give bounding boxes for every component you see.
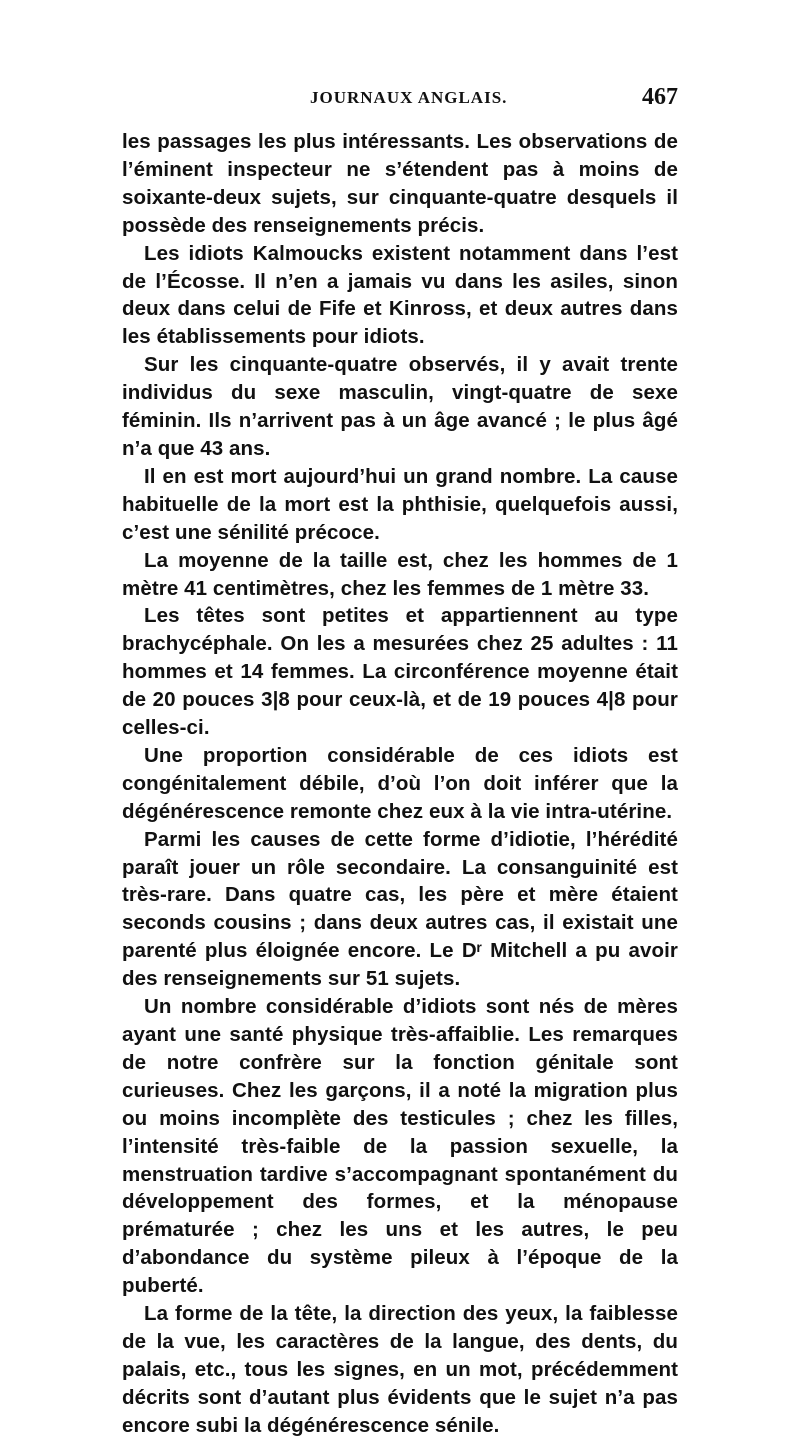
paragraph: La moyenne de la taille est, chez les hommes de 1 mètre 41 centimètres, chez les femmes de 1 mètre 33.: [122, 548, 678, 600]
paragraph: La forme de la tête, la direction des yeux, la faiblesse de la vue, les caractères de la langue, des dents, du palais, etc., tous les signes, en un mot, précédemment décrits sont d’autant plus évidents que le sujet n’a pas encore subi la dégénérescence sénile.: [122, 1302, 678, 1437]
paragraph: Les têtes sont petites et appartiennent au type brachycéphale. On les a mesurées chez 25 adultes : 11 hommes et 14 femmes. La circonférence moyenne était de 20 pouces 3|8 pour ceux-là, et de 19 pouces 4|8 pour celles-ci.: [122, 604, 678, 740]
paragraph: Sur les cinquante-quatre observés, il y avait trente individus du sexe masculin, vingt-quatre de sexe féminin. Ils n’arrivent pas à un âge avancé ; le plus âgé n’a que 43 ans.: [122, 353, 678, 460]
paragraph: Un nombre considérable d’idiots sont nés de mères ayant une santé physique très-affaiblie. Les remarques de notre confrère sur la fonction génitale sont curieuses. Chez les garçons, il a noté la migration plus ou moins incomplète des testicules ; chez les filles, l’intensité très-faible de la passion sexuelle, la menstruation tardive s’accompagnant spontanément du développement des formes, et la ménopause prématurée ; chez les uns et les autres, le peu d’abondance du système pileux à l’époque de la puberté.: [122, 995, 678, 1298]
paragraph: Les idiots Kalmoucks existent notamment dans l’est de l’Écosse. Il n’en a jamais vu dans les asiles, sinon deux dans celui de Fife et Kinross, et deux autres dans les établissements pour idiots.: [122, 241, 678, 349]
paragraph: Une proportion considérable de ces idiots est congénitalement débile, d’où l’on doit inférer que la dégénérescence remonte chez eux à la vie intra-utérine.: [122, 743, 678, 823]
running-head: [122, 84, 678, 128]
page-number: 467: [642, 84, 678, 110]
body-text: [122, 128, 678, 1440]
book-page: [122, 84, 678, 1440]
paragraph: Il en est mort aujourd’hui un grand nombre. La cause habituelle de la mort est la phthisie, quelquefois aussi, c’est une sénilité précoce.: [122, 464, 678, 544]
running-title: JOURNAUX ANGLAIS.: [310, 88, 508, 107]
paragraph: Parmi les causes de cette forme d’idiotie, l’hérédité paraît jouer un rôle secondaire. La consanguinité est très-rare. Dans quatre cas, les père et mère étaient seconds cousins ; dans deux autres cas, il existait une parenté plus éloignée encore. Le Dʳ Mitchell a pu avoir des renseignements sur 51 sujets.: [122, 827, 678, 991]
paragraph: les passages les plus intéressants. Les observations de l’éminent inspecteur ne s’étendent pas à moins de soixante-deux sujets, sur cinquante-quatre desquels il possède des renseignements précis.: [122, 130, 678, 237]
